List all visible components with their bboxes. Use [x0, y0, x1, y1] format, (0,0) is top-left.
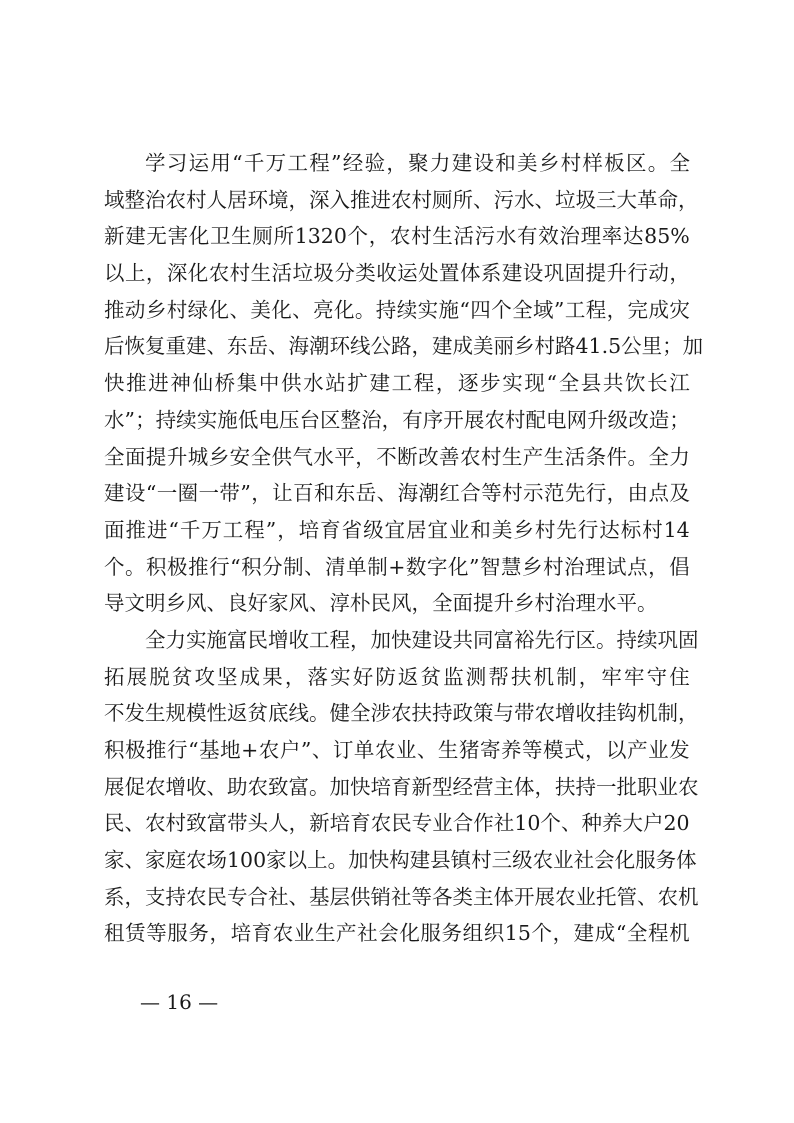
page-number: — 16 —: [140, 990, 219, 1014]
text-line: 推 动 乡 村 绿 化 、 美 化 、 亮 化 。 持 续 实 施 “ 四 个 全 域 ” 工 程 ， 完 成 灾: [104, 297, 690, 322]
text-line: 家 、 家 庭 农 场 100 家 以 上 。 加 快 构 建 县 镇 村 三 级 农 业 社 会 化 服 务 体: [104, 848, 697, 873]
text-line: 全 力 实 施 富 民 增 收 工 程 ， 加 快 建 设 共 同 富 裕 先 行 区 。 持 续 巩 固: [145, 627, 699, 652]
text-line: 展 促 农 增 收 、 助 农 致 富 。 加 快 培 育 新 型 经 营 主 体 ， 扶 持 一 批 职 业 农: [104, 774, 699, 799]
document-body: [104, 145, 704, 952]
text-line: 新 建 无 害 化 卫 生 厕 所 1320 个 ， 农 村 生 活 污 水 有 效 治 理 率 达 85%: [104, 224, 690, 249]
text-line: 系 ， 支 持 农 民 专 合 社 、 基 层 供 销 社 等 各 类 主 体 开 展 农 业 托 管 、 农 机: [104, 884, 699, 909]
text-line: 全 面 提 升 城 乡 安 全 供 气 水 平 ， 不 断 改 善 农 村 生 产 生 活 条 件 。 全 力: [104, 444, 690, 469]
text-line: 积 极 推 行 “ 基 地 + 农 户 ” 、 订 单 农 业 、 生 猪 寄 养 等 模 式 ， 以 产 业 发: [104, 738, 690, 762]
text-line: 建 设 “ 一 圈 一 带 ” ， 让 百 和 东 岳 、 海 潮 红 合 等 村 示 范 先 行 ， 由 点 及: [104, 481, 690, 506]
text-line: 拓 展 脱 贫 攻 坚 成 果 ， 落 实 好 防 返 贫 监 测 帮 扶 机 制 ， 牢 牢 守 住: [104, 664, 690, 689]
paragraph: [104, 145, 704, 622]
text-line: 面 推 进 “ 千 万 工 程 ” ， 培 育 省 级 宜 居 宜 业 和 美 乡 村 先 行 达 标 村 14: [104, 517, 690, 542]
text-line: 导 文 明 乡 风 、 良 好 家 风 、 淳 朴 民 风 ， 全 面 提 升 乡 村 治 理 水 平 。: [104, 591, 658, 616]
text-line: 租 赁 等 服 务 ， 培 育 农 业 生 产 社 会 化 服 务 组 织 15 个 ， 建 成 “ 全 程 机: [104, 921, 690, 946]
text-line: 以 上 ， 深 化 农 村 生 活 垃 圾 分 类 收 运 处 置 体 系 建 设 巩 固 提 升 行 动 ，: [104, 261, 690, 286]
text-line: 域 整 治 农 村 人 居 环 境 ， 深 入 推 进 农 村 厕 所 、 污 水 、 垃 圾 三 大 革 命 ，: [104, 187, 699, 212]
text-line: 民 、 农 村 致 富 带 头 人 ， 新 培 育 农 民 专 业 合 作 社 10 个 、 种 养 大 户 20: [104, 811, 690, 836]
text-line: 不 发 生 规 模 性 返 贫 底 线 。 健 全 涉 农 扶 持 政 策 与 带 农 增 收 挂 钩 机 制 ，: [104, 701, 699, 726]
paragraph: [104, 622, 699, 952]
text-line: 水 ” ； 持 续 实 施 低 电 压 台 区 整 治 ， 有 序 开 展 农 村 配 电 网 升 级 改 造 ；: [104, 407, 690, 432]
text-line: 后 恢 复 重 建 、 东 岳 、 海 潮 环 线 公 路 ， 建 成 美 丽 乡 村 路 41.5 公 里 ； 加: [104, 334, 704, 359]
text-line: 学 习 运 用 “ 千 万 工 程 ” 经 验 ， 聚 力 建 设 和 美 乡 村 样 板 区 。 全: [145, 151, 690, 175]
text-line: 快 推 进 神 仙 桥 集 中 供 水 站 扩 建 工 程 ， 逐 步 实 现 “ 全 县 共 饮 长 江: [104, 371, 690, 396]
text-line: 个 。 积 极 推 行 “ 积 分 制 、 清 单 制 + 数 字 化 ” 智 慧 乡 村 治 理 试 点 ， 倡: [104, 554, 690, 579]
